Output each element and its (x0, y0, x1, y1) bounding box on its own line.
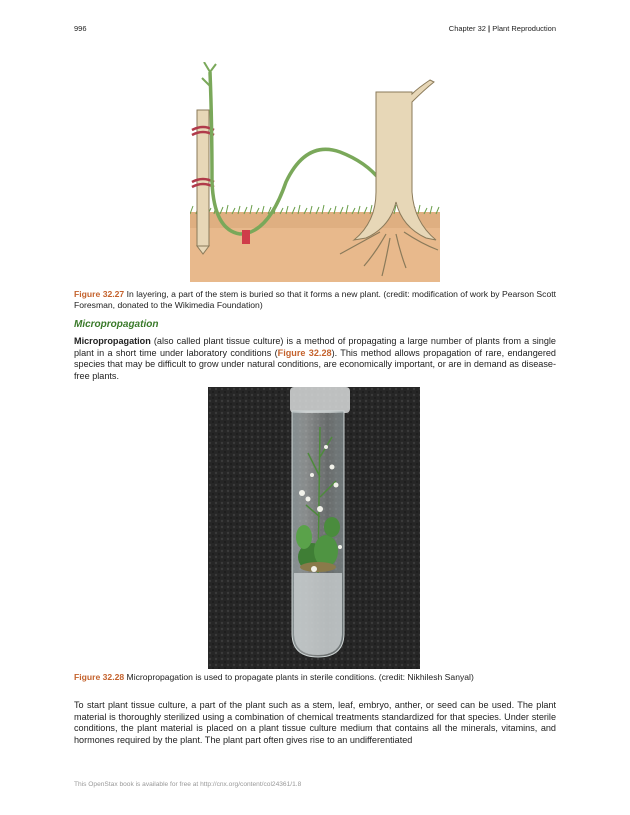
figure-label: Figure 32.28 (74, 672, 125, 682)
caption-text: In layering, a part of the stem is buried so that it forms a new plant. (credit: modification of work by Pearson Scott Foresman, donated to the Wikimedia Foundation) (74, 289, 557, 311)
chapter-header (449, 24, 556, 33)
soil-pin (242, 230, 250, 244)
section-heading: Micropropagation (74, 319, 159, 330)
caption-text: Micropropagation is used to propagate plants in sterile conditions. (credit: Nikhilesh Sanyal) (124, 672, 474, 682)
figure-caption-32-28 (74, 672, 556, 683)
page-number: 996 (74, 24, 87, 33)
figure-caption-32-27 (74, 289, 556, 312)
layering-illustration (190, 62, 440, 282)
tube-cap (290, 387, 350, 413)
figure-label: Figure 32.27 (74, 289, 125, 299)
chapter-prefix: Chapter 32 (448, 24, 486, 33)
chapter-separator: | (488, 24, 491, 33)
chapter-title: Plant Reproduction (492, 24, 556, 33)
footer-note: This OpenStax book is available for free at http://cnx.org/content/col24361/1.8 (74, 781, 302, 788)
culture-medium (294, 573, 342, 655)
paragraph-text-b: ). This method allows propagation of rare, endangered species that may be difficult to grow under natural conditions, are economically important, or are in demand as disease-free plants. (74, 347, 556, 381)
key-term: Micropropagation (74, 336, 151, 346)
test-tube-photo (208, 387, 420, 669)
paragraph-text-a: (also called plant tissue culture) is a method of propagating a large number of plants from a single plant in a short time under laboratory conditions ( (74, 336, 556, 358)
figure-link[interactable]: Figure 32.28 (277, 347, 332, 358)
paragraph-tissue-culture: To start plant tissue culture, a part of the plant such as a stem, leaf, embryo, anther, or seed can be used. The plant material is thoroughly sterilized using a combination of chemical treatments standardized for that species. Under sterile conditions, the plant material is placed on a plant tissue culture medium that contains all the minerals, vitamins, and hormones required by the plant. The plant part often gives rise to an undifferentiated (74, 700, 556, 745)
paragraph-micropropagation (74, 336, 556, 382)
